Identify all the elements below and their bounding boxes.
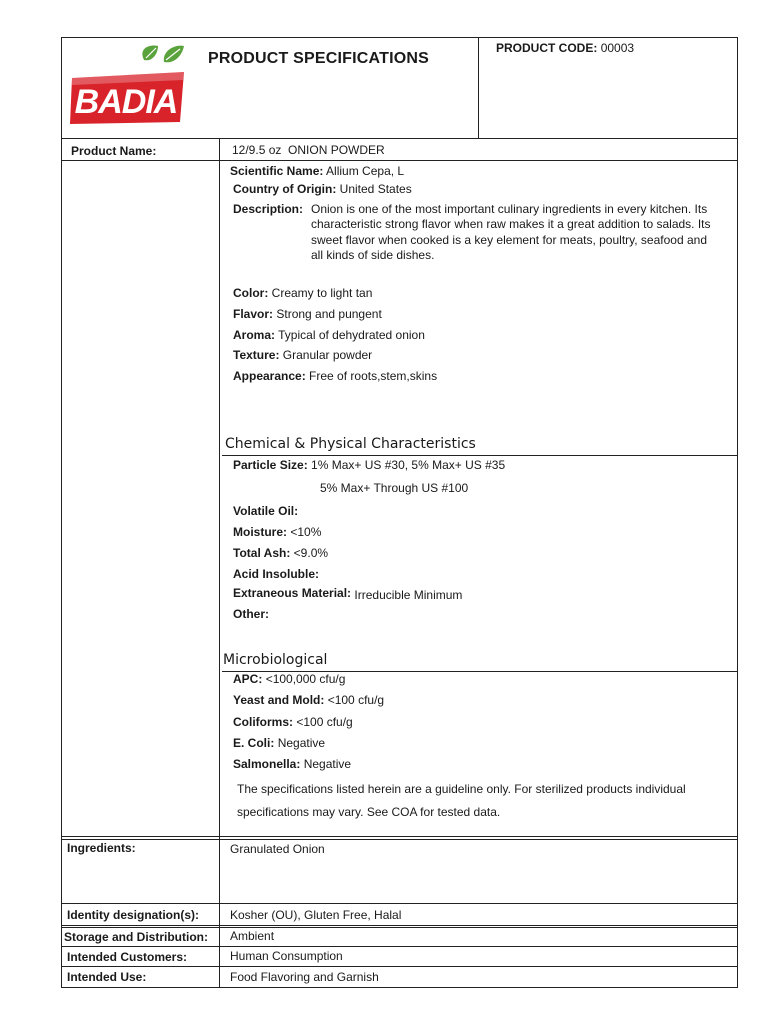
apc-row — [233, 672, 345, 686]
product-code-label: PRODUCT CODE: — [496, 41, 598, 55]
other-label: Other: — [233, 607, 269, 621]
extraneous-value: Irreducible Minimum — [354, 588, 463, 602]
yeast-mold-label: Yeast and Mold: — [233, 693, 325, 707]
total-ash-value: <9.0% — [293, 546, 329, 560]
aroma-label: Aroma: — [233, 328, 276, 342]
product-name-value: 12/9.5 oz ONION POWDER — [232, 143, 385, 157]
storage-label: Storage and Distribution: — [64, 930, 208, 944]
coliforms-value: <100 cfu/g — [296, 715, 353, 729]
coliforms-label: Coliforms: — [233, 715, 293, 729]
particle-size-value-2: 5% Max+ Through US #100 — [320, 481, 469, 495]
other-row — [233, 607, 269, 621]
divider — [61, 927, 738, 928]
apc-label: APC: — [233, 672, 263, 686]
color-label: Color: — [233, 286, 269, 300]
svg-text:BADIA: BADIA — [74, 83, 178, 121]
divider — [61, 836, 738, 837]
scientific-name-value: Allium Cepa, L — [326, 164, 405, 178]
chemical-heading: Chemical & Physical Characteristics — [225, 436, 476, 452]
salmonella-row — [233, 757, 351, 771]
divider — [61, 925, 738, 926]
acid-insoluble-row — [233, 567, 319, 581]
spec-sheet-frame — [61, 37, 738, 988]
ecoli-value: Negative — [277, 736, 326, 750]
identity-value: Kosher (OU), Gluten Free, Halal — [230, 908, 402, 922]
yeast-mold-row — [233, 693, 384, 707]
customers-value: Human Consumption — [230, 949, 343, 963]
divider — [222, 455, 738, 456]
apc-value: <100,000 cfu/g — [265, 672, 346, 686]
particle-size-value-1: 1% Max+ US #30, 5% Max+ US #35 — [311, 458, 506, 472]
ingredients-value: Granulated Onion — [230, 842, 325, 856]
badia-logo — [68, 42, 188, 128]
texture-row — [233, 348, 372, 362]
description-label: Description: — [233, 202, 304, 216]
total-ash-label: Total Ash: — [233, 546, 291, 560]
texture-value: Granular powder — [282, 348, 373, 362]
acid-insoluble-label: Acid Insoluble: — [233, 567, 320, 581]
moisture-row — [233, 525, 321, 539]
ingredients-label: Ingredients: — [67, 841, 136, 855]
divider — [61, 138, 738, 139]
color-value: Creamy to light tan — [271, 286, 373, 300]
total-ash-row — [233, 546, 328, 560]
flavor-value: Strong and pungent — [276, 307, 382, 321]
microbiological-heading: Microbiological — [223, 652, 328, 668]
intended-use-label: Intended Use: — [67, 970, 147, 984]
extraneous-label: Extraneous Material: — [233, 586, 352, 600]
identity-label: Identity designation(s): — [67, 908, 199, 922]
guideline-note: The specifications listed herein are a guideline only. For sterilized products individual specifications may vary. See COA for tested data. — [237, 782, 686, 819]
divider — [478, 37, 479, 138]
ecoli-row — [233, 736, 325, 750]
particle-size-row — [233, 458, 505, 472]
country-value: United States — [339, 182, 412, 196]
country-row — [233, 182, 412, 196]
appearance-label: Appearance: — [233, 369, 306, 383]
product-code — [496, 41, 634, 55]
divider — [61, 160, 738, 161]
aroma-value: Typical of dehydrated onion — [278, 328, 425, 342]
aroma-row — [233, 328, 425, 342]
yeast-mold-value: <100 cfu/g — [327, 693, 385, 707]
customers-label: Intended Customers: — [67, 950, 188, 964]
description-text: Onion is one of the most important culinary ingredients in every kitchen. Its characteristic strong flavor when raw makes it a great addition to salads. Its sweet flavor when cooked is a key element for meats, poultry, seafood and all kinds of side dishes. — [311, 202, 711, 262]
divider — [61, 966, 738, 967]
moisture-value: <10% — [290, 525, 322, 539]
volatile-oil-row — [233, 504, 298, 518]
page-title: PRODUCT SPECIFICATIONS — [208, 50, 430, 67]
salmonella-value: Negative — [303, 757, 352, 771]
product-code-value: 00003 — [600, 41, 635, 55]
particle-size-label: Particle Size: — [233, 458, 308, 472]
texture-label: Texture: — [233, 348, 280, 362]
salmonella-label: Salmonella: — [233, 757, 301, 771]
ecoli-label: E. Coli: — [233, 736, 275, 750]
storage-value: Ambient — [230, 929, 275, 943]
intended-use-value: Food Flavoring and Garnish — [230, 970, 379, 984]
divider — [61, 839, 738, 840]
color-row — [233, 286, 372, 300]
flavor-label: Flavor: — [233, 307, 274, 321]
appearance-row — [233, 369, 437, 383]
appearance-value: Free of roots,stem,skins — [309, 369, 438, 383]
coliforms-row — [233, 715, 353, 729]
divider — [61, 946, 738, 947]
scientific-name-label: Scientific Name: — [230, 164, 324, 178]
extraneous-row — [233, 586, 462, 600]
country-label: Country of Origin: — [233, 182, 337, 196]
volatile-oil-label: Volatile Oil: — [233, 504, 299, 518]
divider — [61, 903, 738, 904]
divider — [219, 138, 220, 988]
scientific-name-row — [230, 164, 404, 178]
product-name-label: Product Name: — [71, 144, 157, 158]
moisture-label: Moisture: — [233, 525, 287, 539]
flavor-row — [233, 307, 382, 321]
description-label-row — [233, 202, 303, 216]
